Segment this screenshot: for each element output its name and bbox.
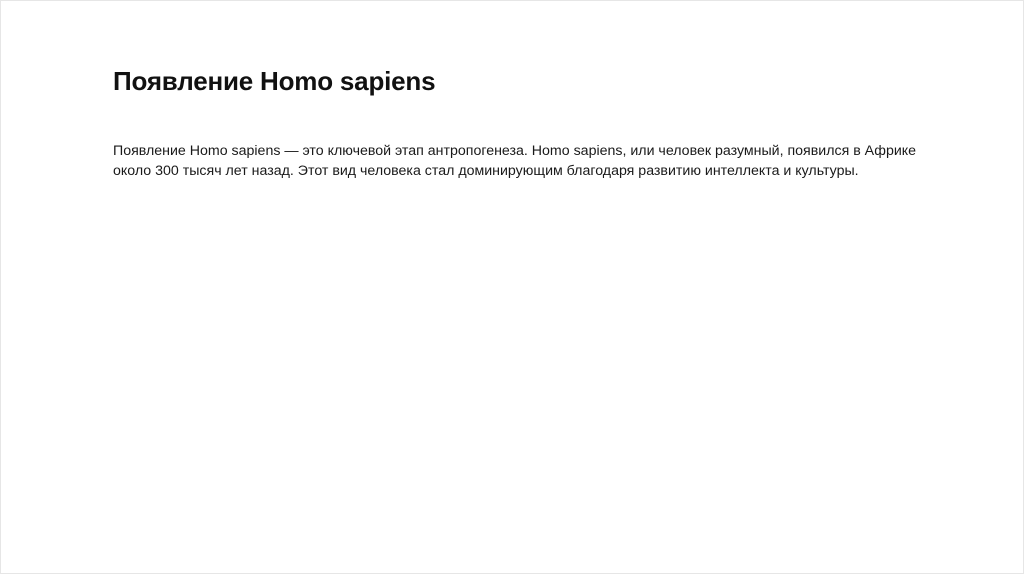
slide-body-text: Появление Homo sapiens — это ключевой этап антропогенеза. Homo sapiens, или человек разумный, появился в Африке около 300 тысяч лет назад. Этот вид человека стал доминирующим благодаря развитию интеллекта и культуры. [113,143,917,179]
slide-title: Появление Homo sapiens [113,66,436,96]
